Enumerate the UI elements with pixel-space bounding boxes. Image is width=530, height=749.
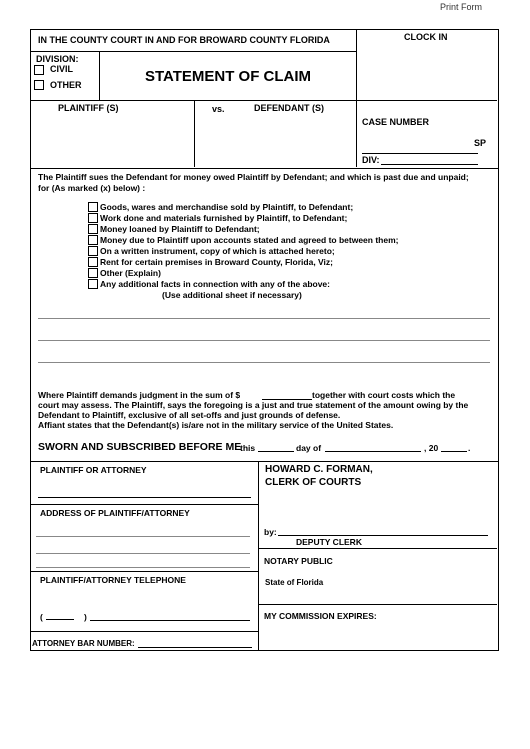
claim-item-1: Goods, wares and merchandise sold by Plaintiff, to Defendant; — [100, 202, 354, 212]
area-code-field[interactable] — [46, 619, 74, 620]
claim-intro-1: The Plaintiff sues the Defendant for money owed Plaintiff by Defendant; and which is past due and unpaid; — [38, 172, 469, 182]
deputy-clerk-label: DEPUTY CLERK — [296, 537, 362, 547]
judgment-line-1a: Where Plaintiff demands judgment in the sum of $ — [38, 390, 241, 400]
phone-field[interactable] — [90, 620, 250, 621]
other-checkbox[interactable] — [34, 80, 44, 90]
by-label: by: — [264, 527, 277, 537]
judgment-line-1b: together with court costs which the — [312, 390, 456, 400]
civil-label: CIVIL — [50, 64, 74, 74]
sworn-this: this — [240, 443, 256, 453]
telephone-label: PLAINTIFF/ATTORNEY TELEPHONE — [40, 575, 186, 585]
clerk-title: CLERK OF COURTS — [265, 477, 362, 488]
claim-checkbox-5[interactable] — [88, 246, 98, 256]
claim-item-5: On a written instrument, copy of which is attached hereto; — [100, 246, 335, 256]
clock-in-label: CLOCK IN — [404, 32, 448, 42]
header-frame — [30, 29, 499, 169]
claim-checkbox-8[interactable] — [88, 279, 98, 289]
claim-checkbox-2[interactable] — [88, 213, 98, 223]
judgment-line-2: court may assess. The Plaintiff, says the foregoing is a just and true statement of the amount owing by the — [38, 400, 469, 410]
judgment-line-4: Affiant states that the Defendant(s) is/are not in the military service of the United States. — [38, 420, 394, 430]
vs-label: vs. — [212, 104, 225, 114]
case-number-label: CASE NUMBER — [362, 117, 430, 127]
commission-label: MY COMMISSION EXPIRES: — [264, 611, 377, 621]
notary-label: NOTARY PUBLIC — [264, 556, 333, 566]
address-line-2[interactable] — [36, 553, 250, 554]
bar-number-label: ATTORNEY BAR NUMBER: — [32, 639, 135, 648]
claim-checkbox-1[interactable] — [88, 202, 98, 212]
other-label: OTHER — [50, 80, 82, 90]
claim-item-4: Money due to Plaintiff upon accounts stated and agreed to between them; — [100, 235, 399, 245]
civil-checkbox[interactable] — [34, 65, 44, 75]
claim-item-7: Other (Explain) — [100, 268, 161, 278]
sworn-day-of: day of — [296, 443, 322, 453]
bar-number-field[interactable] — [138, 647, 252, 648]
phone-paren-open: ( — [40, 612, 43, 622]
claim-item-8: Any additional facts in connection with any of the above: — [100, 279, 330, 289]
claim-item-6: Rent for certain premises in Broward County, Florida, Viz; — [100, 257, 334, 267]
plaintiff-label: PLAINTIFF (S) — [58, 103, 119, 113]
day-field[interactable] — [258, 451, 294, 452]
month-field[interactable] — [325, 451, 421, 452]
explanation-line-3[interactable] — [38, 362, 490, 363]
additional-sheet-note: (Use additional sheet if necessary) — [162, 290, 302, 300]
claim-checkbox-7[interactable] — [88, 268, 98, 278]
print-form-button[interactable]: Print Form — [440, 2, 483, 12]
explanation-line-2[interactable] — [38, 340, 490, 341]
plaintiff-signature-field[interactable] — [38, 497, 251, 498]
div-label: DIV: — [362, 155, 380, 165]
year-field[interactable] — [441, 451, 467, 452]
division-label: DIVISION: — [36, 54, 79, 64]
clerk-signature-field[interactable] — [278, 535, 488, 536]
sworn-20: , 20 — [424, 443, 439, 453]
address-line-1[interactable] — [36, 536, 250, 537]
claim-intro-2: for (As marked (x) below) : — [38, 183, 146, 193]
sworn-period: . — [468, 443, 471, 453]
clerk-name: HOWARD C. FORMAN, — [265, 464, 373, 475]
explanation-line-1[interactable] — [38, 318, 490, 319]
claim-checkbox-4[interactable] — [88, 235, 98, 245]
claim-checkbox-3[interactable] — [88, 224, 98, 234]
sp-label: SP — [474, 138, 487, 148]
address-line-3[interactable] — [36, 567, 250, 568]
phone-paren-close: ) — [84, 612, 87, 622]
plaintiff-or-attorney-label: PLAINTIFF OR ATTORNEY — [40, 465, 147, 475]
defendant-label: DEFENDANT (S) — [254, 103, 324, 113]
state-label: State of Florida — [265, 578, 324, 587]
court-heading: IN THE COUNTY COURT IN AND FOR BROWARD COUNTY FLORIDA — [38, 35, 330, 45]
judgment-line-3: Defendant to Plaintiff, exclusive of all set-offs and just grounds of defense. — [38, 410, 341, 420]
claim-item-3: Money loaned by Plaintiff to Defendant; — [100, 224, 260, 234]
form-title: STATEMENT OF CLAIM — [144, 68, 312, 85]
address-label: ADDRESS OF PLAINTIFF/ATTORNEY — [40, 508, 190, 518]
claim-item-2: Work done and materials furnished by Plaintiff, to Defendant; — [100, 213, 348, 223]
sworn-heading: SWORN AND SUBSCRIBED BEFORE ME — [38, 441, 242, 453]
claim-checkbox-6[interactable] — [88, 257, 98, 267]
